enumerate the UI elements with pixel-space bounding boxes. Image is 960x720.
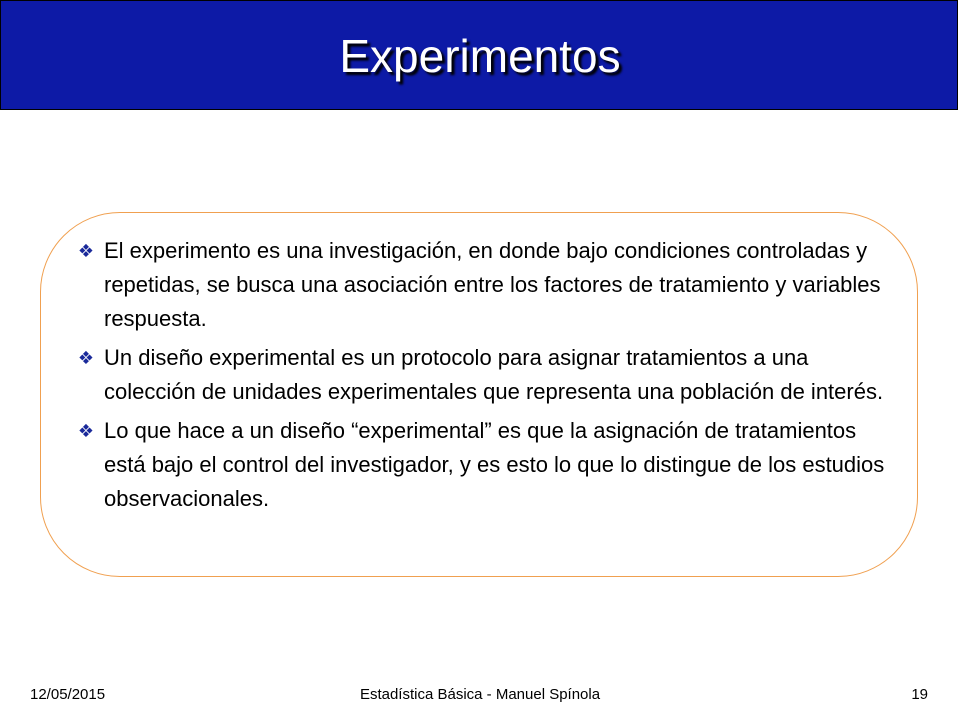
bullet-text: Lo que hace a un diseño “experimental” es que la asignación de tratamientos está bajo el control del investigador, y es esto lo que lo distingue de los estudios observacionales. <box>104 418 885 511</box>
footer-date: 12/05/2015 <box>30 686 106 703</box>
bullet-item <box>76 341 896 409</box>
diamond-bullet-icon: ❖ <box>77 241 95 261</box>
diamond-bullet-icon: ❖ <box>77 421 95 441</box>
bullet-text: El experimento es una investigación, en donde bajo condiciones controladas y repetidas, se busca una asociación entre los factores de tratamiento y variables respuesta. <box>104 238 881 331</box>
slide-title: Experimentos <box>339 30 621 82</box>
bullet-item <box>76 414 896 516</box>
diamond-bullet-icon: ❖ <box>77 348 95 368</box>
footer-title: Estadística Básica - Manuel Spínola <box>359 686 601 703</box>
bullet-list <box>76 234 896 521</box>
bullet-text: Un diseño experimental es un protocolo para asignar tratamientos a una colección de unidades experimentales que representa una población de interés. <box>104 345 884 404</box>
bullet-item <box>76 234 896 336</box>
page-number: 19 <box>911 686 928 703</box>
